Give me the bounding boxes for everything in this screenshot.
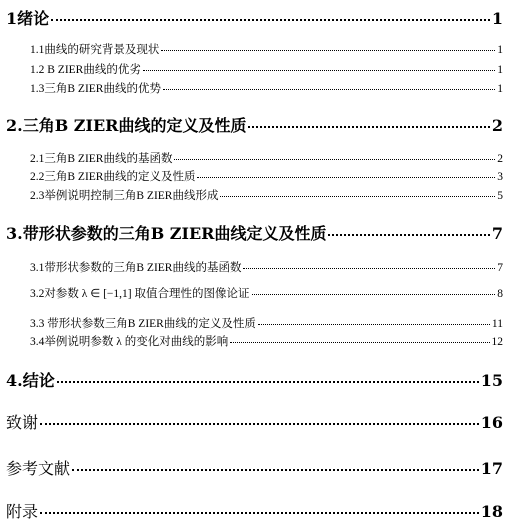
dot-leader [163,89,495,90]
toc-entry-1-1[interactable] [30,41,503,57]
toc-entry-label: 2.3举例说明控制三角B ZIER曲线形成 [30,190,219,202]
toc-entry-page: 7 [491,224,503,243]
toc-entry-page: 3 [497,171,503,183]
toc-entry-page: 17 [480,459,503,478]
toc-entry-label: 3.带形状参数的三角B ZIER曲线定义及性质 [6,224,327,243]
toc-entry-chapter-3[interactable] [6,221,503,244]
dot-leader [161,50,495,51]
dot-leader [51,19,490,21]
toc-entry-chapter-2[interactable] [6,113,503,136]
toc-entry-page: 11 [491,318,503,330]
toc-entry-page: 5 [497,190,503,202]
dot-leader [57,381,479,383]
toc-entry-label: 1.3三角B ZIER曲线的优势 [30,83,161,95]
dot-leader [220,196,495,197]
toc-entry-page: 2 [497,153,503,165]
dot-leader [252,294,496,295]
dot-leader [40,512,479,514]
toc-entry-label: 4.结论 [6,371,55,390]
toc-entry-label: 1绪论 [6,9,50,28]
toc-entry-2-3[interactable] [30,187,503,203]
dot-leader [197,177,495,178]
toc-entry-page: 18 [480,502,503,521]
toc-entry-appendix[interactable] [6,499,503,522]
toc-entry-label: 2.2三角B ZIER曲线的定义及性质 [30,171,196,183]
toc-entry-label: 3.2对参数 λ ∈ [−1,1] 取值合理性的图像论证 [30,288,250,300]
toc-entry-1-2[interactable] [30,61,503,77]
dot-leader [143,70,495,71]
toc-entry-page: 16 [480,413,503,432]
toc-entry-label: 1.2 B ZIER曲线的优劣 [30,64,141,76]
dot-leader [230,342,489,343]
toc-entry-label: 参考文献 [6,459,71,478]
dot-leader [258,324,490,325]
toc-entry-3-3[interactable] [30,315,503,331]
toc-entry-label: 3.1带形状参数的三角B ZIER曲线的基函数 [30,262,242,274]
dot-leader [40,423,479,425]
toc-entry-2-2[interactable] [30,168,503,184]
toc-entry-label: 致谢 [6,413,39,432]
toc-entry-page: 8 [497,288,503,300]
toc-entry-label: 3.4举例说明参数 λ 的变化对曲线的影响 [30,336,229,348]
dot-leader [72,469,479,471]
toc-entry-references[interactable] [6,456,503,479]
toc-entry-page: 1 [491,9,503,28]
toc-entry-label: 2.1三角B ZIER曲线的基函数 [30,153,173,165]
toc-entry-page: 2 [491,116,503,135]
toc-entry-chapter-1[interactable] [6,6,503,29]
dot-leader [243,268,495,269]
toc-entry-page: 1 [497,64,503,76]
toc-entry-page: 7 [497,262,503,274]
toc-entry-3-4[interactable] [30,333,503,349]
toc-entry-1-3[interactable] [30,80,503,96]
dot-leader [248,126,489,128]
dot-leader [328,234,489,236]
toc-entry-page: 1 [497,83,503,95]
toc-entry-label: 2.三角B ZIER曲线的定义及性质 [6,116,247,135]
toc-entry-acknowledgements[interactable] [6,410,503,433]
toc-entry-label: 附录 [6,502,39,521]
toc-entry-label: 1.1曲线的研究背景及现状 [30,44,160,56]
toc-entry-3-1[interactable] [30,259,503,275]
toc-entry-page: 15 [480,371,503,390]
toc-entry-label: 3.3 带形状参数三角B ZIER曲线的定义及性质 [30,318,256,330]
toc-entry-3-2[interactable] [30,285,503,301]
toc-entry-page: 12 [491,336,503,348]
toc-entry-chapter-4[interactable] [6,368,503,391]
dot-leader [174,159,495,160]
toc-entry-2-1[interactable] [30,150,503,166]
toc-entry-page: 1 [497,44,503,56]
